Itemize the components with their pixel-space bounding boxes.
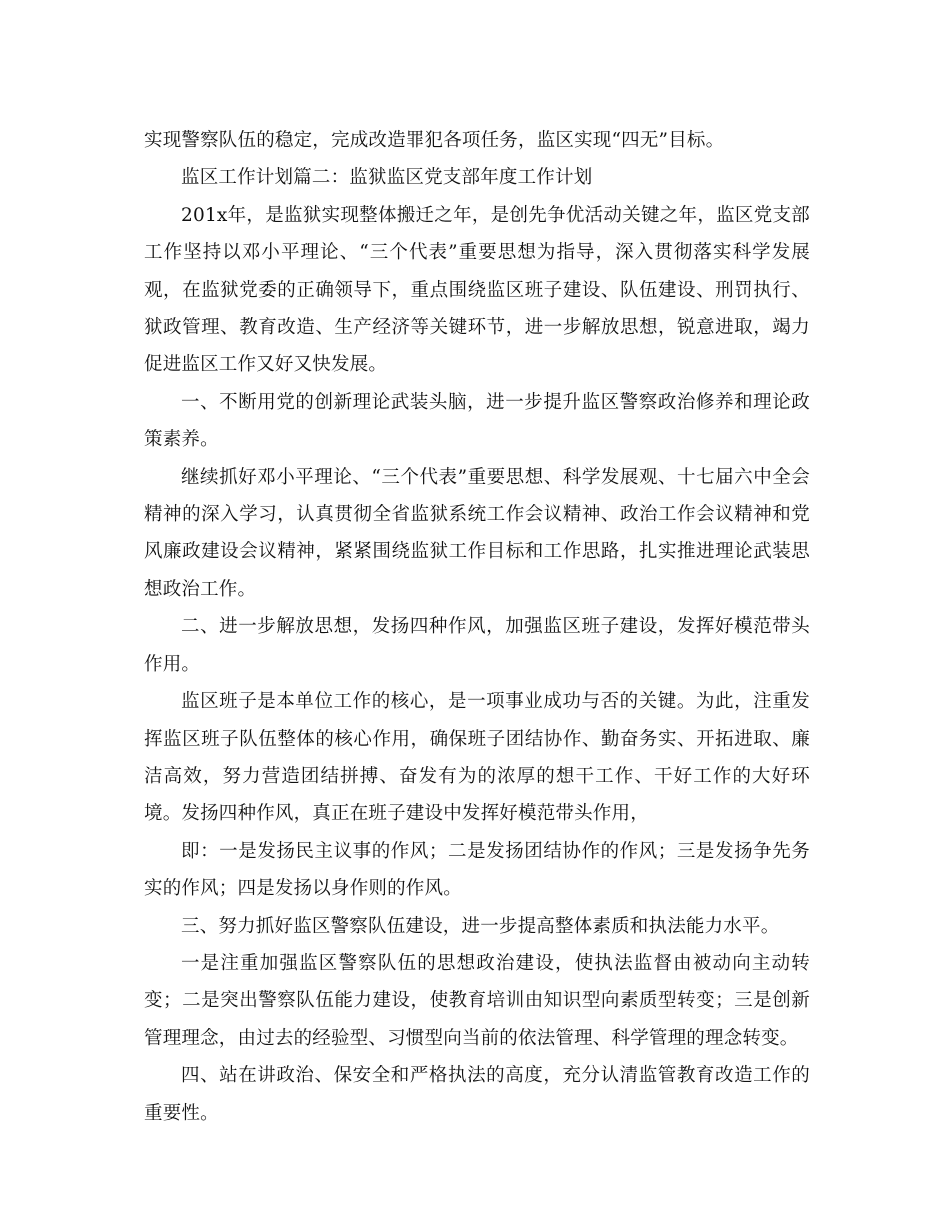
paragraph-intro: 201x年，是监狱实现整体搬迁之年，是创先争优活动关键之年，监区党支部工作坚持以邓小平理论、“三个代表”重要思想为指导，深入贯彻落实科学发展观，在监狱党委的正确领导下，重点围绕监区班子建设、队伍建设、刑罚执行、狱政管理、教育改造、生产经济等关键环节，进一步解放思想，锐意进取，竭力促进监区工作又好又快发展。 — [144, 204, 810, 376]
paragraph-continuation: 实现警察队伍的稳定，完成改造罪犯各项任务，监区实现“四无”目标。 — [144, 130, 725, 151]
section-heading-plan-two: 监区工作计划篇二：监狱监区党支部年度工作计划 — [181, 167, 593, 189]
section-heading-four: 四、站在讲政治、保安全和严格执法的高度，充分认清监管教育改造工作的重要性。 — [144, 1065, 810, 1124]
section-heading-two: 二、进一步解放思想，发扬四种作风，加强监区班子建设，发挥好模范带头作用。 — [144, 616, 810, 675]
section-heading-one: 一、不断用党的创新理论武装头脑，进一步提升监区警察政治修养和理论政策素养。 — [144, 391, 810, 451]
section-heading-three: 三、努力抓好监区警察队伍建设，进一步提高整体素质和执法能力水平。 — [181, 915, 780, 937]
paragraph-team-building: 一是注重加强监区警察队伍的思想政治建设，使执法监督由被动向主动转变；二是突出警察队伍能力建设，使教育培训由知识型向素质型转变；三是创新管理理念，由过去的经验型、习惯型向当前的依法管理、科学管理的理念转变。 — [144, 952, 810, 1049]
paragraph-four-styles: 即：一是发扬民主议事的作风；二是发扬团结协作的作风；三是发扬争先务实的作风；四是发扬以身作则的作风。 — [144, 840, 810, 900]
document-body — [144, 122, 810, 1132]
paragraph-theory-study: 继续抓好邓小平理论、“三个代表”重要思想、科学发展观、十七届六中全会精神的深入学习，认真贯彻全省监狱系统工作会议精神、政治工作会议精神和党风廉政建设会议精神，紧紧围绕监狱工作目标和工作思路，扎实推进理论武装思想政治工作。 — [144, 466, 810, 600]
paragraph-leadership: 监区班子是本单位工作的核心，是一项事业成功与否的关键。为此，注重发挥监区班子队伍整体的核心作用，确保班子团结协作、勤奋务实、开拓进取、廉洁高效，努力营造团结拼搏、奋发有为的浓厚的想干工作、干好工作的大好环境。发扬四种作风，真正在班子建设中发挥好模范带头作用， — [144, 691, 810, 825]
